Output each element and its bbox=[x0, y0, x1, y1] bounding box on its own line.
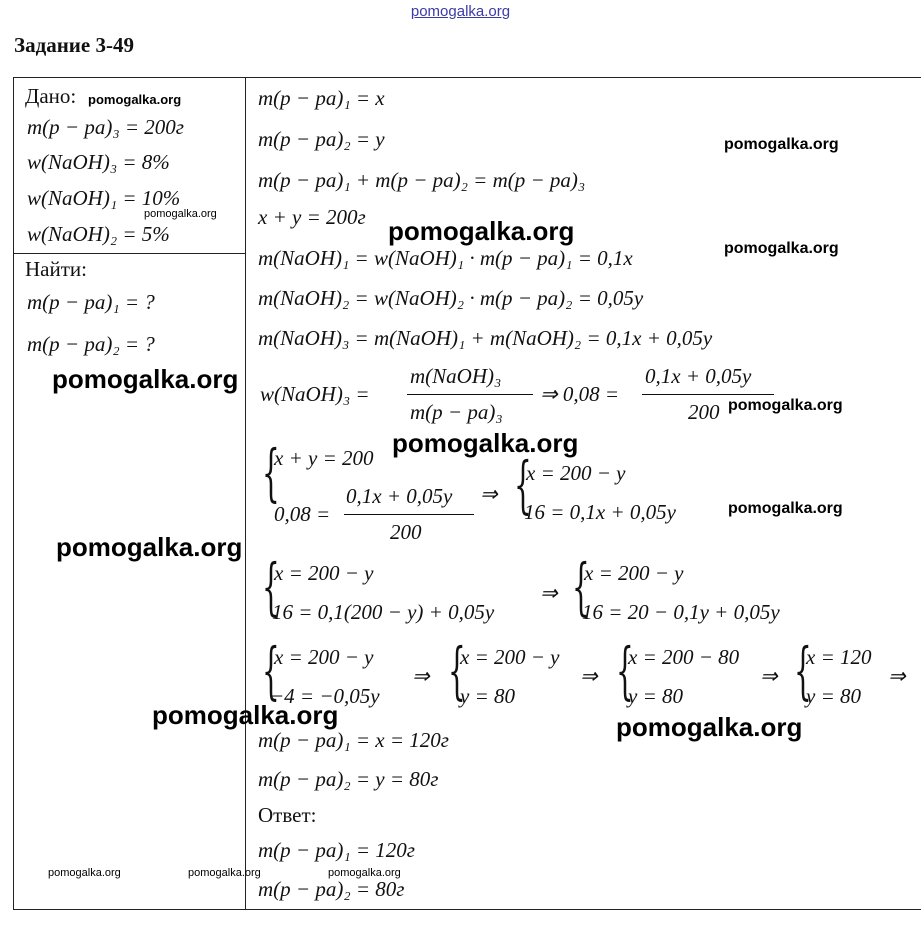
result-line: m(p − pa)₂ = y = 80г bbox=[258, 767, 439, 791]
task-title: Задание 3-49 bbox=[14, 33, 134, 57]
solution-line: m(p − pa)₁ = x bbox=[258, 86, 385, 110]
given-line: w(NaOH)₁ = 10% bbox=[27, 186, 181, 210]
brace: { bbox=[514, 448, 532, 521]
implies-arrow: ⇒ bbox=[760, 664, 778, 688]
watermark: pomogalka.org bbox=[724, 240, 839, 257]
given-line: w(NaOH)₂ = 5% bbox=[27, 222, 170, 246]
watermark: pomogalka.org bbox=[52, 364, 239, 394]
fraction-bar bbox=[407, 394, 533, 395]
sys1-a1: x + y = 200 bbox=[274, 446, 374, 470]
fraction-bar bbox=[642, 394, 774, 395]
answer-line: m(p − pa)₂ = 80г bbox=[258, 877, 405, 901]
sys2-b1: x = 200 − y bbox=[584, 561, 684, 585]
site-link[interactable]: pomogalka.org bbox=[410, 3, 511, 20]
sys1-b1: x = 200 − y bbox=[526, 461, 626, 485]
watermark: pomogalka.org bbox=[724, 136, 839, 153]
sys3-d1: x = 120 bbox=[806, 645, 872, 669]
sys1-a2-den: 200 bbox=[390, 520, 422, 544]
answer-label: Ответ: bbox=[258, 803, 317, 827]
table-divider-horizontal bbox=[13, 253, 246, 254]
given-line: m(p − pa)₃ = 200г bbox=[27, 115, 184, 139]
w-eq-lhs: w(NaOH)₃ = bbox=[260, 382, 370, 406]
watermark: pomogalka.org bbox=[48, 867, 121, 879]
watermark: pomogalka.org bbox=[728, 397, 843, 414]
sys1-a2-num: 0,1x + 0,05y bbox=[346, 484, 453, 508]
implies-arrow: ⇒ bbox=[580, 664, 598, 688]
w-eq-num2: 0,1x + 0,05y bbox=[645, 364, 752, 388]
w-eq-num1: m(NaOH)₃ bbox=[410, 364, 502, 388]
solution-line: m(NaOH)₂ = w(NaOH)₂ · m(p − pa)₂ = 0,05y bbox=[258, 286, 644, 310]
w-eq-den2: 200 bbox=[688, 400, 720, 424]
watermark: pomogalka.org bbox=[152, 700, 339, 730]
brace: { bbox=[448, 634, 466, 707]
solution-line: m(NaOH)₁ = w(NaOH)₁ · m(p − pa)₁ = 0,1x bbox=[258, 246, 633, 270]
given-label: Дано: bbox=[25, 84, 77, 108]
watermark: pomogalka.org bbox=[728, 500, 843, 517]
sys3-a2: −4 = −0,05y bbox=[270, 684, 380, 708]
solution-line: m(p − pa)₂ = y bbox=[258, 127, 385, 151]
sys2-a1: x = 200 − y bbox=[274, 561, 374, 585]
sys1-a2-pre: 0,08 = bbox=[274, 502, 331, 526]
sys1-b2: 16 = 0,1x + 0,05y bbox=[524, 500, 676, 524]
sys2-a2: 16 = 0,1(200 − y) + 0,05y bbox=[272, 600, 495, 624]
watermark: pomogalka.org bbox=[392, 428, 579, 458]
w-eq-mid: ⇒ 0,08 = bbox=[540, 382, 620, 406]
sys3-d2: y = 80 bbox=[806, 684, 861, 708]
find-line: m(p − pa)₂ = ? bbox=[27, 332, 155, 356]
watermark: pomogalka.org bbox=[328, 867, 401, 879]
brace: { bbox=[572, 550, 590, 623]
w-eq-den1: m(p − pa)₃ bbox=[410, 400, 503, 424]
watermark: pomogalka.org bbox=[388, 216, 575, 246]
solution-line: m(NaOH)₃ = m(NaOH)₁ + m(NaOH)₂ = 0,1x + 0,05y bbox=[258, 326, 713, 350]
solution-line: x + y = 200г bbox=[258, 205, 366, 229]
brace: { bbox=[262, 436, 280, 509]
implies-arrow: ⇒ bbox=[888, 664, 906, 688]
watermark: pomogalka.org bbox=[144, 208, 217, 220]
find-line: m(p − pa)₁ = ? bbox=[27, 290, 155, 314]
implies-arrow: ⇒ bbox=[480, 482, 498, 506]
solution-line: m(p − pa)₁ + m(p − pa)₂ = m(p − pa)₃ bbox=[258, 168, 586, 192]
watermark: pomogalka.org bbox=[188, 867, 261, 879]
watermark: pomogalka.org bbox=[88, 92, 182, 107]
given-line: w(NaOH)₃ = 8% bbox=[27, 150, 170, 174]
fraction-bar bbox=[344, 514, 474, 515]
sys3-c1: x = 200 − 80 bbox=[628, 645, 740, 669]
sys2-b2: 16 = 20 − 0,1y + 0,05y bbox=[582, 600, 780, 624]
find-label: Найти: bbox=[25, 257, 87, 281]
watermark: pomogalka.org bbox=[616, 712, 803, 742]
sys3-b1: x = 200 − y bbox=[460, 645, 560, 669]
brace: { bbox=[616, 634, 634, 707]
brace: { bbox=[794, 634, 812, 707]
watermark: pomogalka.org bbox=[56, 532, 243, 562]
brace: { bbox=[262, 550, 280, 623]
table-divider-vertical bbox=[245, 77, 246, 910]
sys3-b2: y = 80 bbox=[460, 684, 515, 708]
sys3-c2: y = 80 bbox=[628, 684, 683, 708]
implies-arrow: ⇒ bbox=[540, 581, 558, 605]
answer-line: m(p − pa)₁ = 120г bbox=[258, 838, 415, 862]
sys3-a1: x = 200 − y bbox=[274, 645, 374, 669]
implies-arrow: ⇒ bbox=[412, 664, 430, 688]
brace: { bbox=[262, 634, 280, 707]
result-line: m(p − pa)₁ = x = 120г bbox=[258, 728, 449, 752]
